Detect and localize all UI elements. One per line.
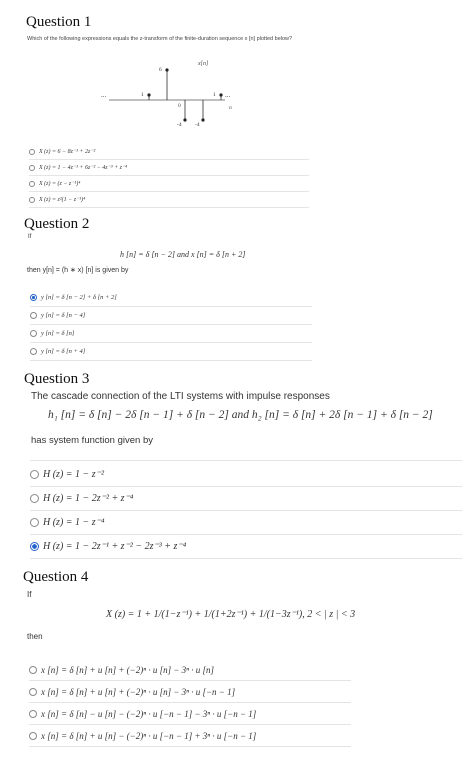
answer-option[interactable] [29, 681, 351, 703]
radio-unselected-icon[interactable] [30, 348, 37, 355]
stem-value-label: 1 [213, 92, 216, 98]
radio-unselected-icon[interactable] [29, 149, 35, 155]
answer-option-text: H (z) = 1 − z⁻⁴ [43, 517, 105, 528]
question-4-then: then [27, 632, 43, 641]
radio-unselected-icon[interactable] [29, 181, 35, 187]
answer-option-text: x [n] = δ [n] + u [n] + (−2)ⁿ · u [n] − 3ⁿ · u [n] [41, 664, 214, 675]
answer-option[interactable] [29, 176, 309, 192]
answer-option[interactable] [30, 343, 312, 361]
stem-marker [201, 118, 204, 121]
stem-value-label: -4 [177, 122, 182, 128]
answer-option-text: X (z) = (z − z⁻¹)⁴ [39, 181, 81, 187]
radio-unselected-icon[interactable] [30, 494, 39, 503]
question-4-intro: If [27, 590, 32, 599]
question-2-then: then y[n] = (h ∗ x) [n] is given by [27, 267, 129, 274]
radio-unselected-icon[interactable] [29, 732, 37, 740]
answer-option-text: X (z) = z²(1 − z⁻¹)⁴ [39, 197, 86, 203]
answer-option[interactable] [29, 192, 309, 208]
answer-option-text: y [n] = δ [n + 4] [41, 348, 86, 355]
answer-option[interactable] [30, 289, 312, 307]
radio-unselected-icon[interactable] [29, 197, 35, 203]
question-3-then: has system function given by [31, 435, 153, 446]
answer-option-text: X (z) = 1 − 4z⁻¹ + 6z⁻² − 4z⁻³ + z⁻⁴ [39, 165, 128, 171]
question-3-title: Question 3 [24, 371, 90, 387]
radio-unselected-icon[interactable] [30, 330, 37, 337]
radio-unselected-icon[interactable] [30, 518, 39, 527]
stem-value-label: -4 [195, 122, 200, 128]
answer-option[interactable] [30, 487, 462, 511]
answer-option[interactable] [29, 144, 309, 160]
radio-unselected-icon[interactable] [29, 165, 35, 171]
radio-unselected-icon[interactable] [30, 470, 39, 479]
answer-option[interactable] [29, 725, 351, 747]
radio-unselected-icon[interactable] [29, 688, 37, 696]
radio-selected-icon[interactable] [30, 542, 39, 551]
answer-option[interactable] [30, 325, 312, 343]
stem-plot [95, 56, 245, 136]
answer-option[interactable] [30, 511, 462, 535]
radio-unselected-icon[interactable] [29, 710, 37, 718]
answer-option-text: H (z) = 1 − z⁻² [43, 469, 104, 480]
answer-option[interactable] [29, 659, 351, 681]
answer-option[interactable] [30, 307, 312, 325]
plot-ellipsis-left: ... [101, 91, 107, 99]
question-4-equation: X (z) = 1 + 1/(1−z⁻¹) + 1/(1+2z⁻¹) + 1/(1−3z⁻¹), 2 < | z | < 3 [106, 609, 356, 620]
radio-selected-icon[interactable] [30, 294, 37, 301]
plot-ellipsis-right: ... [225, 91, 231, 99]
question-2-equation: h [n] = δ [n − 2] and x [n] = δ [n + 2] [120, 250, 246, 259]
answer-option-text: X (z) = 6 − 8z⁻¹ + 2z⁻² [39, 149, 96, 155]
plot-axis-label: n [229, 105, 232, 111]
answer-option-text: y [n] = δ [n − 2] + δ [n + 2] [41, 294, 117, 301]
answer-option[interactable] [30, 463, 462, 487]
plot-zero-label: 0 [178, 103, 181, 109]
question-1-title: Question 1 [26, 14, 92, 30]
question-3-intro: The cascade connection of the LTI systems with impulse responses [31, 391, 330, 402]
answer-option-text: x [n] = δ [n] + u [n] − (−2)ⁿ · u [−n − 1] + 3ⁿ · u [−n − 1] [41, 730, 257, 741]
radio-unselected-icon[interactable] [30, 312, 37, 319]
answer-option-text: H (z) = 1 − 2z⁻¹ + z⁻² − 2z⁻³ + z⁻⁴ [43, 541, 187, 552]
stem-value-label: 1 [141, 92, 144, 98]
answer-option-text: y [n] = δ [n] [41, 330, 75, 337]
question-2-title: Question 2 [24, 216, 90, 232]
question-3-divider [30, 460, 462, 461]
answer-option-text: H (z) = 1 − 2z⁻² + z⁻⁴ [43, 493, 134, 504]
stem-marker [183, 118, 186, 121]
stem-marker [165, 68, 168, 71]
plot-label: x[n] [198, 61, 209, 67]
stem-value-label: 6 [159, 67, 162, 73]
answer-option[interactable] [30, 535, 462, 559]
answer-option-text: x [n] = δ [n] + u [n] + (−2)ⁿ · u [n] − 3ⁿ · u [−n − 1] [41, 686, 236, 697]
question-2-intro: If [28, 234, 32, 240]
question-1-prompt: Which of the following expressions equals the z-transform of the finite-duration sequence x [n] plotted below? [27, 36, 293, 42]
stem-marker [219, 93, 222, 96]
answer-option-text: x [n] = δ [n] − u [n] − (−2)ⁿ · u [−n − 1] − 3ⁿ · u [−n − 1] [41, 708, 257, 719]
answer-option-text: y [n] = δ [n − 4] [41, 312, 86, 319]
stem-marker [147, 93, 150, 96]
answer-option[interactable] [29, 703, 351, 725]
radio-unselected-icon[interactable] [29, 666, 37, 674]
answer-option[interactable] [29, 160, 309, 176]
question-4-title: Question 4 [23, 569, 89, 585]
question-3-equation: h₁ [n] = δ [n] − 2δ [n − 1] + δ [n − 2] and h₂ [n] = δ [n] + 2δ [n − 1] + δ [n − 2] [48, 409, 433, 421]
